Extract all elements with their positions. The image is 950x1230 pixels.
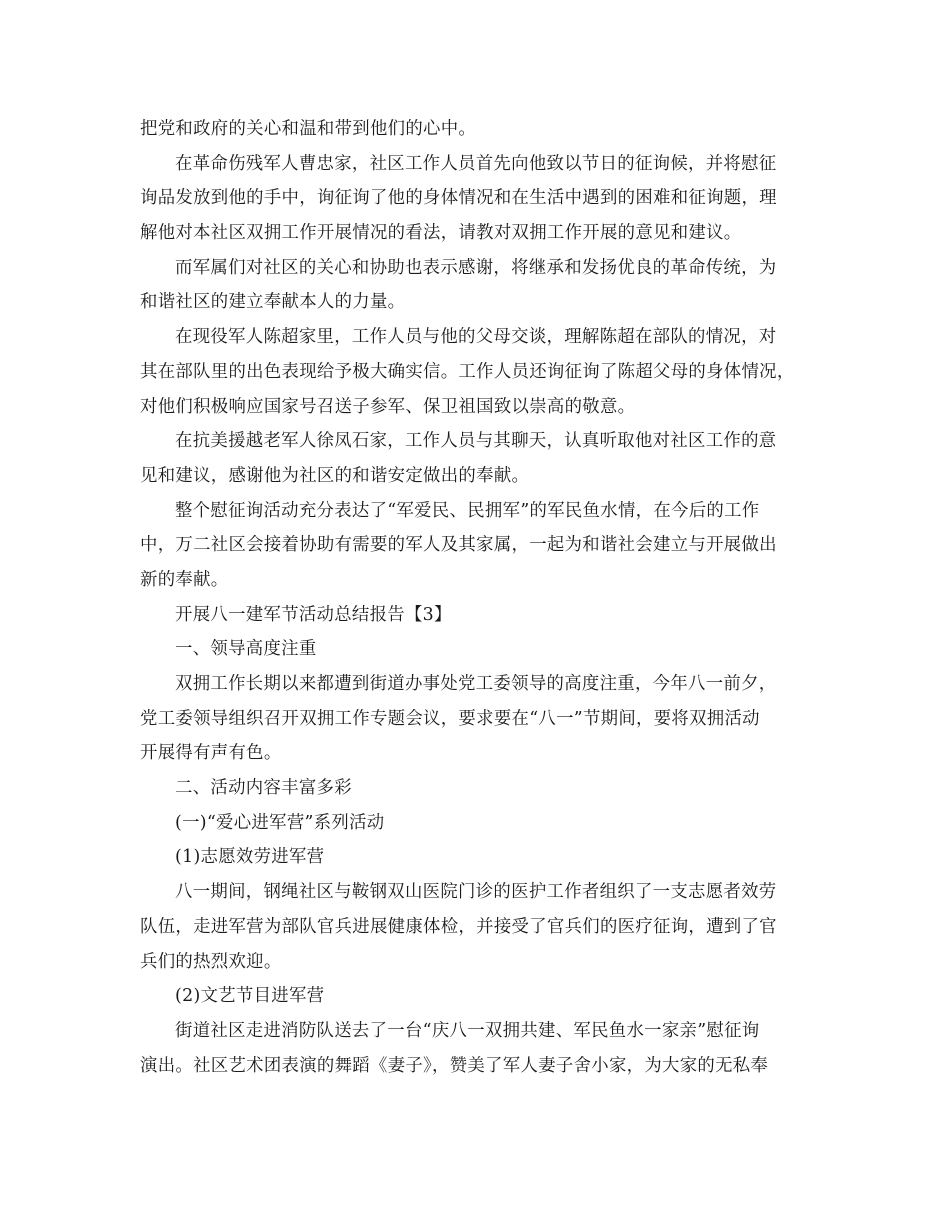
text-line: 党工委领导组织召开双拥工作专题会议，要求要在“八一”节期间，要将双拥活动: [140, 708, 760, 729]
text-line: 整个慰征询活动充分表达了“军爱民、民拥军”的军民鱼水情，在今后的工作: [175, 500, 760, 521]
text-line: 街道社区走进消防队送去了一台“庆八一双拥共建、军民鱼水一家亲”慰征询: [175, 1020, 760, 1041]
text-line: 在革命伤残军人曹忠家，社区工作人员首先向他致以节日的征询候，并将慰征: [175, 153, 777, 174]
text-line: 开展得有声有色。: [140, 743, 282, 764]
text-line: 一、领导高度注重: [175, 639, 317, 660]
text-line: 二、活动内容丰富多彩: [175, 778, 352, 799]
text-line: 其在部队里的出色表现给予极大确实信。工作人员还询征询了陈超父母的身体情况，: [140, 361, 795, 382]
text-line: 把党和政府的关心和温和带到他们的心中。: [140, 119, 477, 139]
text-line: (2)文艺节目进军营: [175, 986, 325, 1007]
text-line: 中，万二社区会接着协助有需要的军人及其家属，一起为和谐社会建立与开展做出: [140, 535, 777, 556]
text-line: (1)志愿效劳进军营: [175, 847, 325, 868]
text-line: 开展八一建军节活动总结报告【3】: [175, 604, 452, 625]
text-line: 队伍，走进军营为部队官兵进展健康体检，并接受了官兵们的医疗征询，遭到了官: [140, 916, 777, 937]
text-line: 解他对本社区双拥工作开展情况的看法，请教对双拥工作开展的意见和建议。: [140, 223, 742, 244]
text-line: 在现役军人陈超家里，工作人员与他的父母交谈，理解陈超在部队的情况，对: [175, 327, 777, 348]
text-line: 新的奉献。: [140, 569, 229, 590]
document-body: [140, 112, 814, 1083]
text-line: 双拥工作长期以来都遭到街道办事处党工委领导的高度注重，今年八一前夕，: [175, 674, 777, 694]
text-line: 和谐社区的建立奉献本人的力量。: [140, 292, 406, 313]
text-line: 对他们积极响应国家号召送子参军、保卫祖国致以崇高的敬意。: [140, 396, 636, 417]
text-line: (一)“爱心进军营”系列活动: [175, 812, 385, 833]
text-line: 兵们的热烈欢迎。: [140, 951, 282, 972]
text-line: 演出。社区艺术团表演的舞蹈《妻子》，赞美了军人妻子舍小家，为大家的无私奉: [140, 1055, 769, 1076]
text-line: 而军属们对社区的关心和协助也表示感谢，将继承和发扬优良的革命传统，为: [175, 257, 777, 278]
text-line: 见和建议，感谢他为社区的和谐安定做出的奉献。: [140, 465, 530, 486]
text-line: 八一期间，钢绳社区与鞍钢双山医院门诊的医护工作者组织了一支志愿者效劳: [175, 882, 777, 903]
text-line: 在抗美援越老军人徐凤石家，工作人员与其聊天，认真听取他对社区工作的意: [175, 431, 777, 452]
text-line: 询品发放到他的手中，询征询了他的身体情况和在生活中遇到的困难和征询题，理: [140, 188, 777, 209]
